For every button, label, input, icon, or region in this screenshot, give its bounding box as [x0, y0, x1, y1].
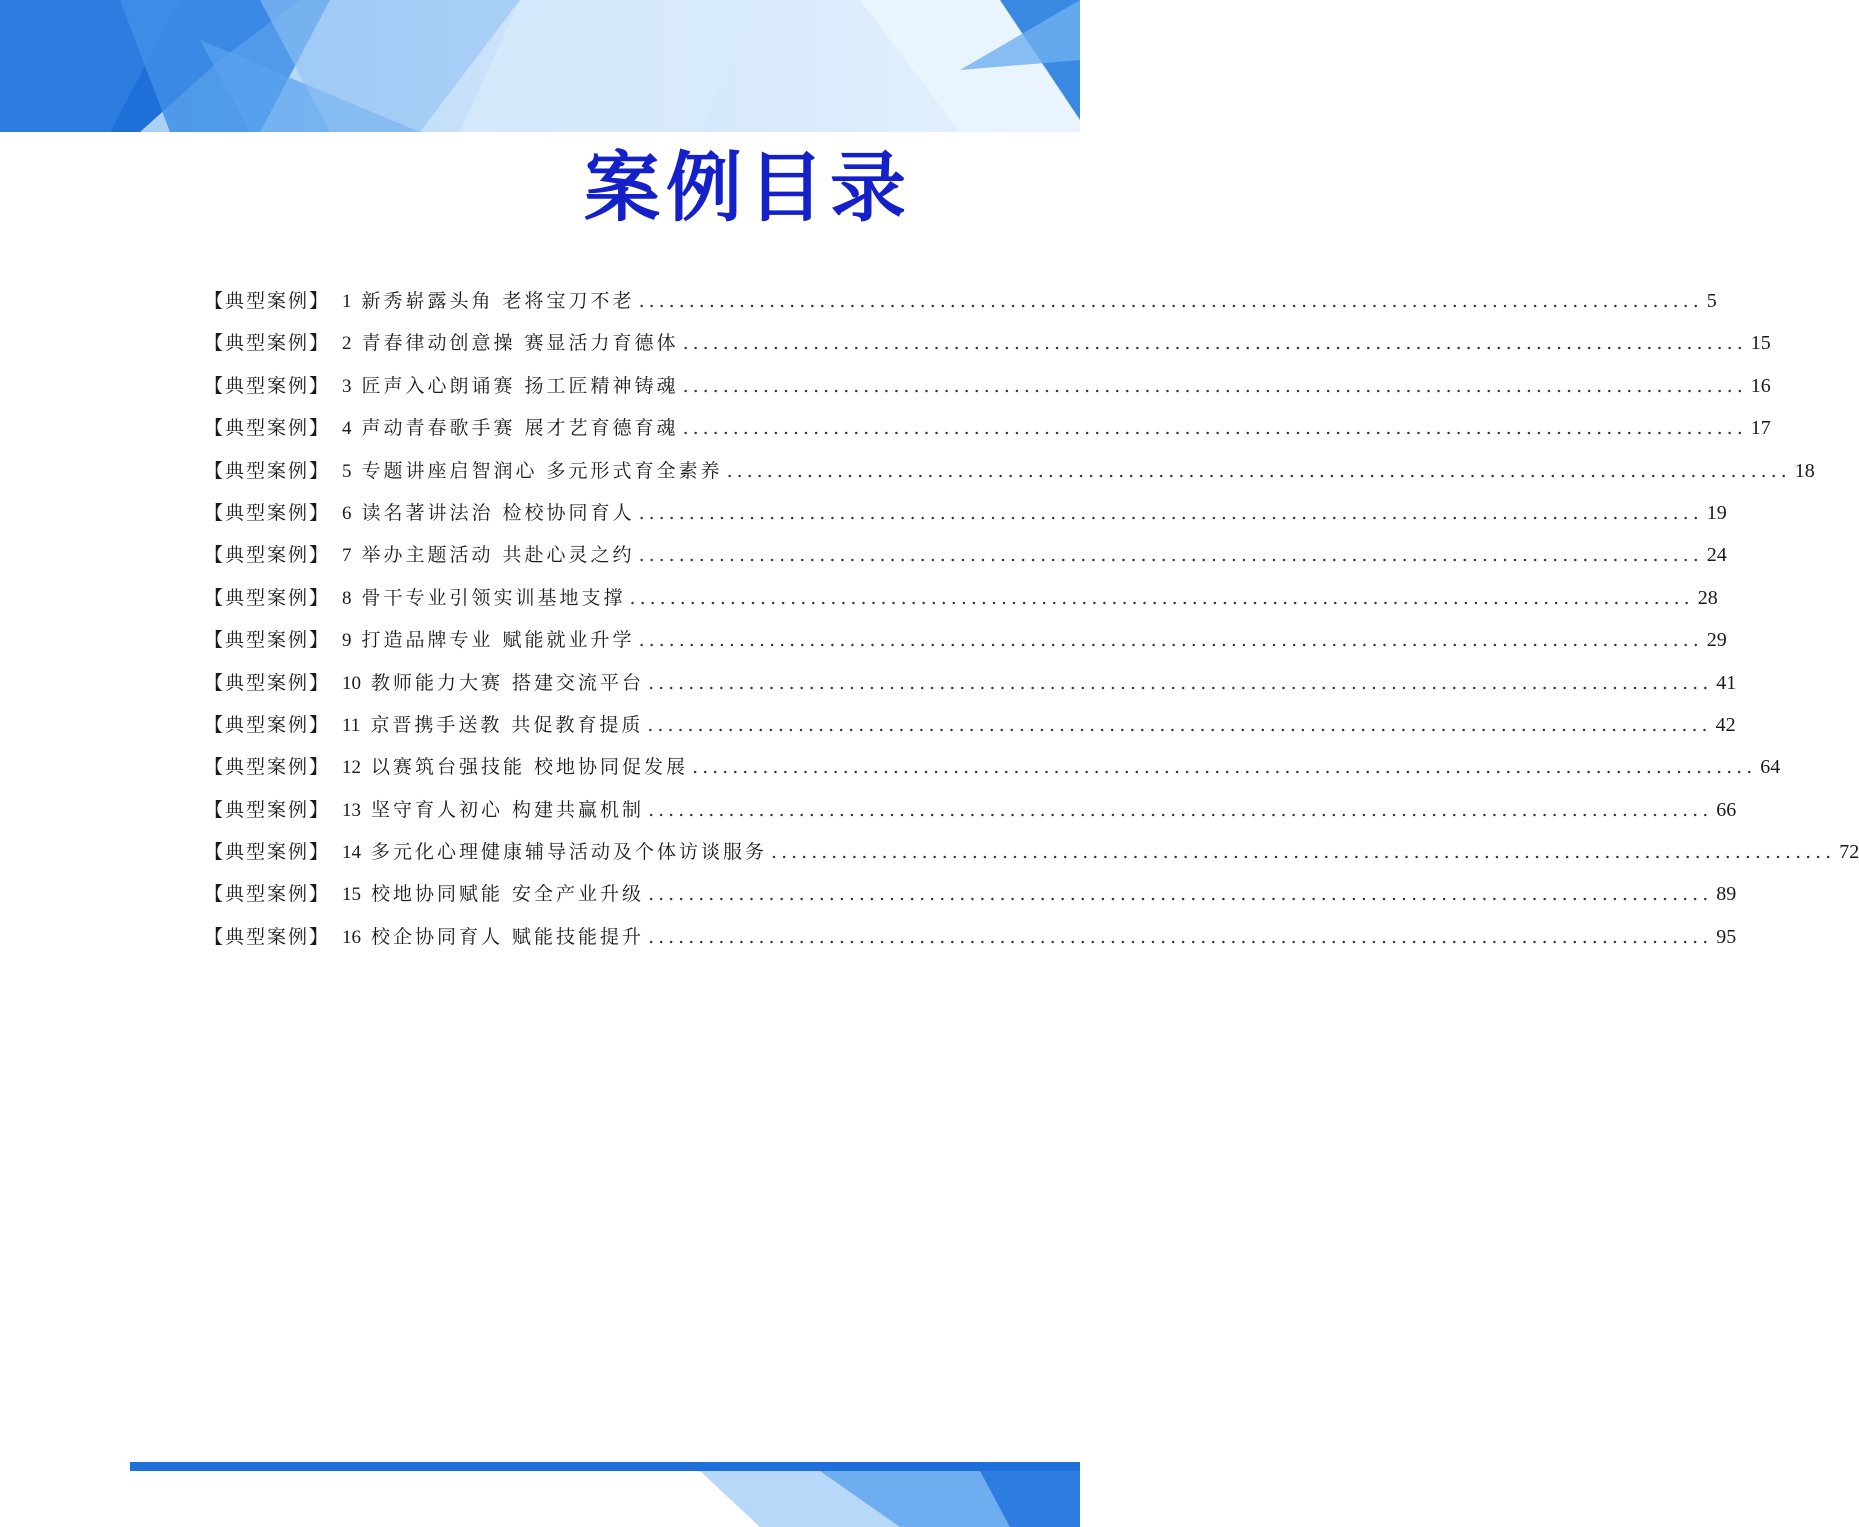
entry-title: 多元化心理健康辅导活动及个体访谈服务 — [371, 841, 768, 864]
entry-page-number: 17 — [1750, 417, 1771, 440]
toc-entry[interactable] — [204, 365, 1771, 407]
entry-tag: 【典型案例】 — [204, 629, 331, 652]
entry-page-number: 42 — [1715, 713, 1736, 736]
dot-leader: .......................................................................................................... — [638, 544, 1703, 567]
entry-number: 7 — [342, 545, 352, 567]
toc-entry[interactable] — [204, 789, 1737, 831]
entry-tag: 【典型案例】 — [204, 798, 331, 821]
entry-number: 10 — [342, 672, 362, 694]
entry-page-number: 29 — [1706, 629, 1727, 652]
dot-leader: .......................................................................................................... — [682, 374, 1747, 397]
entry-number: 15 — [342, 884, 362, 906]
entry-page-number: 64 — [1760, 756, 1781, 779]
entry-tag: 【典型案例】 — [204, 459, 331, 482]
entry-tag: 【典型案例】 — [204, 883, 331, 906]
dot-leader: .......................................................................................................... — [771, 841, 1836, 864]
page-title: 案例目录 — [584, 143, 912, 232]
toc-entry[interactable] — [204, 831, 1859, 873]
toc-entry[interactable] — [204, 873, 1737, 915]
entry-title: 青春律动创意操 赛显活力育德体 — [361, 332, 679, 355]
entry-tag: 【典型案例】 — [204, 756, 331, 779]
entry-page-number: 41 — [1716, 671, 1737, 694]
dot-leader: .......................................................................................................... — [647, 713, 1712, 736]
entry-number: 4 — [342, 418, 352, 440]
dot-leader: .......................................................................................................... — [638, 501, 1703, 524]
entry-number: 1 — [342, 291, 352, 312]
entry-number: 3 — [342, 375, 352, 397]
entry-page-number: 18 — [1794, 459, 1815, 482]
entry-tag: 【典型案例】 — [204, 332, 331, 355]
entry-tag: 【典型案例】 — [204, 417, 331, 440]
entry-tag: 【典型案例】 — [204, 501, 331, 524]
dot-leader: .......................................................................................................... — [682, 332, 1747, 355]
toc-entry[interactable] — [204, 492, 1727, 534]
entry-tag: 【典型案例】 — [204, 586, 331, 609]
entry-title: 声动青春歌手赛 展才艺育德育魂 — [361, 417, 679, 440]
entry-title: 京晋携手送教 共促教育提质 — [370, 713, 644, 736]
table-of-contents — [204, 280, 1859, 958]
dot-leader: .......................................................................................................... — [629, 586, 1694, 609]
dot-leader: .......................................................................................................... — [648, 925, 1713, 948]
entry-title: 新秀崭露头角 老将宝刀不老 — [361, 290, 635, 312]
entry-tag: 【典型案例】 — [204, 374, 331, 397]
toc-entry[interactable] — [204, 577, 1718, 619]
toc-entry[interactable] — [204, 534, 1727, 576]
dot-leader: .......................................................................................................... — [638, 629, 1703, 652]
top-decorative-banner — [0, 0, 1080, 135]
entry-page-number: 19 — [1706, 501, 1727, 524]
entry-number: 14 — [342, 842, 362, 864]
entry-title: 校地协同赋能 安全产业升级 — [371, 883, 645, 906]
entry-page-number: 66 — [1716, 798, 1737, 821]
toc-entry[interactable] — [204, 450, 1815, 492]
entry-number: 12 — [342, 757, 362, 779]
toc-entry[interactable] — [204, 280, 1717, 322]
entry-title: 匠声入心朗诵赛 扬工匠精神铸魂 — [361, 374, 679, 397]
entry-page-number: 5 — [1706, 290, 1717, 312]
entry-page-number: 28 — [1697, 586, 1718, 609]
entry-title: 教师能力大赛 搭建交流平台 — [371, 671, 645, 694]
entry-tag: 【典型案例】 — [204, 925, 331, 948]
entry-title: 校企协同育人 赋能技能提升 — [371, 925, 645, 948]
entry-page-number: 89 — [1716, 883, 1737, 906]
entry-title: 骨干专业引领实训基地支撑 — [361, 586, 626, 609]
entry-number: 6 — [342, 502, 352, 524]
entry-tag: 【典型案例】 — [204, 713, 331, 736]
entry-number: 11 — [342, 714, 361, 736]
dot-leader: .......................................................................................................... — [648, 798, 1713, 821]
entry-page-number: 95 — [1716, 925, 1737, 948]
toc-entry[interactable] — [204, 746, 1781, 788]
dot-leader: .......................................................................................................... — [692, 756, 1757, 779]
entry-tag: 【典型案例】 — [204, 544, 331, 567]
bottom-decorative-band — [0, 1462, 1080, 1527]
toc-entry[interactable] — [204, 619, 1727, 661]
entry-number: 5 — [342, 460, 352, 482]
entry-page-number: 24 — [1706, 544, 1727, 567]
entry-tag: 【典型案例】 — [204, 671, 331, 694]
dot-leader: .......................................................................................................... — [682, 417, 1747, 440]
dot-leader: .......................................................................................................... — [648, 671, 1713, 694]
dot-leader: .......................................................................................................... — [648, 883, 1713, 906]
entry-title: 专题讲座启智润心 多元形式育全素养 — [361, 459, 723, 482]
entry-number: 8 — [342, 587, 352, 609]
entry-page-number: 72 — [1839, 841, 1859, 864]
toc-entry[interactable] — [204, 704, 1736, 746]
entry-number: 13 — [342, 799, 362, 821]
dot-leader: .......................................................................................................... — [638, 290, 1703, 312]
toc-entry[interactable] — [204, 916, 1737, 958]
toc-entry[interactable] — [204, 662, 1737, 704]
dot-leader: .......................................................................................................... — [726, 459, 1791, 482]
entry-number: 9 — [342, 630, 352, 652]
entry-number: 2 — [342, 333, 352, 355]
entry-tag: 【典型案例】 — [204, 841, 331, 864]
entry-title: 举办主题活动 共赴心灵之约 — [361, 544, 635, 567]
entry-page-number: 15 — [1750, 332, 1771, 355]
entry-title: 打造品牌专业 赋能就业升学 — [361, 629, 635, 652]
entry-number: 16 — [342, 926, 362, 948]
banner-graphic — [0, 0, 1080, 135]
entry-tag: 【典型案例】 — [204, 290, 331, 312]
entry-page-number: 16 — [1750, 374, 1771, 397]
band-graphic — [0, 1462, 1080, 1527]
toc-entry[interactable] — [204, 407, 1771, 449]
toc-entry[interactable] — [204, 322, 1771, 364]
entry-title: 坚守育人初心 构建共赢机制 — [371, 798, 645, 821]
entry-title: 读名著讲法治 检校协同育人 — [361, 501, 635, 524]
entry-title: 以赛筑台强技能 校地协同促发展 — [371, 756, 689, 779]
